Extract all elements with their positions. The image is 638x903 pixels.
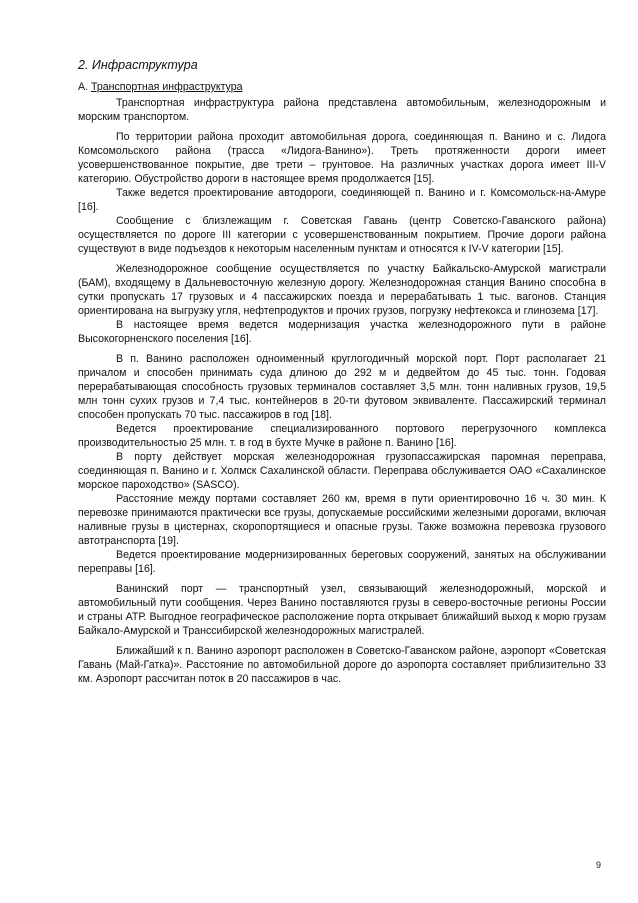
subsection-heading: [78, 81, 606, 94]
paragraph-transport-overview: Транспортная инфраструктура района представлена автомобильным, железнодорожным и морским транспортом.: [78, 97, 606, 123]
paragraph-airport: Ближайший к п. Ванино аэропорт расположен в Советско-Гаванском районе, аэропорт «Советская Гавань (Май-Гатка)». Расстояние по автомобильной дороге до аэропорта составляет приблизительно 33 км. Аэропорт рассчитан поток в 20 пассажиров в час.: [78, 645, 606, 685]
document-page: [78, 58, 606, 686]
paragraph-railway: Железнодорожное сообщение осуществляется по участку Байкальско-Амурской магистрали (БАМ), входящему в Дальневосточную железную дорогу. Железнодорожная станция Ванино способна в сутки пропускать 17 грузовых и 4 пассажирских поезда и перерабатывать 1 тыс. вагонов. Станция ориентирована на выгрузку угля, нефтепродуктов и прочих грузов, погрузку нефтекокса и глинозема [17].: [78, 263, 606, 317]
paragraph-port-complex: Ведется проектирование специализированного портового перегрузочного комплекса производительностью 25 млн. т. в год в бухте Мучке в районе п. Ванино [16].: [78, 423, 606, 449]
paragraph-road-sovgavan: Сообщение с близлежащим г. Советская Гавань (центр Советско-Гаванского района) осуществляется по дороге III категории с усовершенствованным покрытием. Прочие дороги района существуют в виде подъездов к некоторым населенным пунктам и относятся к IV-V категории [15].: [78, 215, 606, 255]
paragraph-road-lidoga: По территории района проходит автомобильная дорога, соединяющая п. Ванино и с. Лидога Комсомольского района (трасса «Лидога-Ванино»). Треть протяженности дороги имеет усовершенствованное покрытие, две трети – грунтовое. На различных участках дорога имеет III-V категорию. Обустройство дороги в настоящее время продолжается [15].: [78, 131, 606, 185]
page-number: 9: [596, 860, 602, 870]
paragraph-ferry-facilities: Ведется проектирование модернизированных береговых сооружений, занятых на обслуживании переправы [16].: [78, 549, 606, 575]
paragraph-vanino-hub: Ванинский порт — транспортный узел, связывающий железнодорожный, морской и автомобильный пути сообщения. Через Ванино поставляются грузы в северо-восточные регионы России и страны АТР. Выгодное географическое расположение порта открывает ближайший выход к морю грузам Байкало-Амурской и Транссибирской железнодорожных магистралей.: [78, 583, 606, 637]
paragraph-seaport: В п. Ванино расположен одноименный круглогодичный морской порт. Порт располагает 21 причалом и способен принимать суда длиною до 292 м и дедвейтом до 45 тыс. тонн. Годовая перерабатывающая способность грузовых терминалов составляет 3,5 млн. тонн наливных грузов, 19,5 млн тонн сухих грузов и 7,4 тыс. контейнеров в 20-ти футовом эквиваленте. Пассажирский терминал способен пропускать 70 тыс. пассажиров в год [18].: [78, 353, 606, 421]
paragraph-ferry: В порту действует морская железнодорожная грузопассажирская паромная переправа, соединяющая п. Ванино и г. Холмск Сахалинской области. Переправа обслуживается ОАО «Сахалинское морское пароходство» (SASCO).: [78, 451, 606, 491]
paragraph-ferry-distance: Расстояние между портами составляет 260 км, время в пути ориентировочно 16 ч. 30 мин. К перевозке принимаются практически все грузы, допускаемые российскими железными дорогами, включая наливные грузы в цистернах, скоропортящиеся и опасные грузы. Также возможна перевозка грузового автотранспорта [19].: [78, 493, 606, 547]
paragraph-railway-modernization: В настоящее время ведется модернизация участка железнодорожного пути в районе Высокогорненского поселения [16].: [78, 319, 606, 345]
paragraph-road-komsomolsk: Также ведется проектирование автодороги, соединяющей п. Ванино и г. Комсомольск-на-Амуре [16].: [78, 187, 606, 213]
section-heading: 2. Инфраструктура: [78, 58, 198, 72]
subsection-title: Транспортная инфраструктура: [90, 81, 243, 93]
subsection-prefix: А.: [78, 81, 89, 93]
